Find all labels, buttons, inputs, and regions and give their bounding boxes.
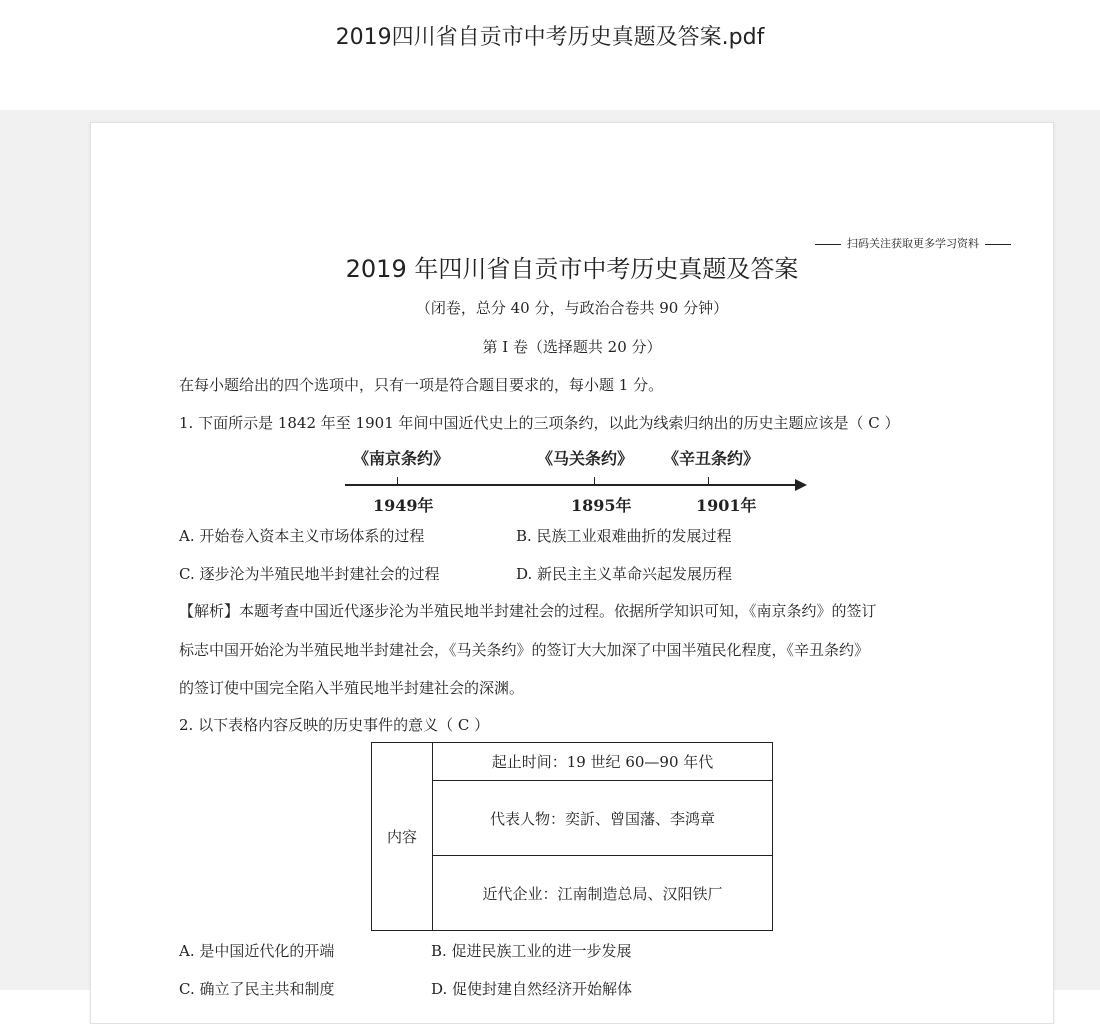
table-cell: 近代企业：江南制造总局、汉阳铁厂: [433, 856, 773, 931]
document-title: 2019 年四川省自贡市中考历史真题及答案: [345, 255, 799, 283]
q1-option-a: A. 开始卷入资本主义市场体系的过程: [179, 527, 425, 545]
timeline-treaty-maguan: 《马关条约》: [537, 449, 634, 468]
table-cell: 代表人物：奕訢、曾国藩、李鸿章: [433, 781, 773, 856]
viewer-header: [0, 0, 1100, 110]
timeline-year-1: 1949年: [373, 496, 434, 515]
volume-heading: 第 I 卷（选择题共 20 分）: [482, 338, 662, 356]
q2-table: [371, 742, 773, 931]
timeline-treaty-xinchou: 《辛丑条约》: [663, 449, 760, 468]
question-2-stem: 2. 以下表格内容反映的历史事件的意义（ C ）: [179, 716, 490, 734]
q2-option-c: C. 确立了民主共和制度: [179, 980, 335, 998]
timeline-axis: [345, 484, 797, 486]
timeline-tick: [594, 477, 595, 485]
pdf-page: [90, 122, 1054, 1024]
banner-dash-right: [985, 244, 1011, 245]
timeline-arrow: [795, 479, 807, 491]
q1-analysis-line: 标志中国开始沦为半殖民地半封建社会，《马关条约》的签订大大加深了中国半殖民化程度，《辛丑条约》: [179, 641, 870, 659]
timeline-year-3: 1901年: [696, 496, 757, 515]
q2-option-d: D. 促使封建自然经济开始解体: [431, 980, 633, 998]
timeline-year-2: 1895年: [571, 496, 632, 515]
document-subtitle: （闭卷，总分 40 分，与政治合卷共 90 分钟）: [415, 299, 729, 317]
banner-dash-left: [815, 244, 841, 245]
timeline-tick: [708, 477, 709, 485]
table-cell: 起止时间：19 世纪 60—90 年代: [433, 743, 773, 781]
q1-analysis-line: 的签订使中国完全陷入半殖民地半封建社会的深渊。: [179, 679, 525, 697]
q1-analysis-line: 【解析】本题考查中国近代逐步沦为半殖民地半封建社会的过程。依据所学知识可知，《南京条约》的签订: [179, 602, 877, 620]
table-row-header: 内容: [372, 743, 433, 931]
instruction-text: 在每小题给出的四个选项中，只有一项是符合题目要求的，每小题 1 分。: [179, 376, 664, 394]
banner-text: 扫码关注获取更多学习资料: [847, 237, 979, 250]
q1-option-c: C. 逐步沦为半殖民地半封建社会的过程: [179, 565, 440, 583]
document-viewer[interactable]: [0, 110, 1100, 998]
q2-option-a: A. 是中国近代化的开端: [179, 942, 335, 960]
timeline-treaty-nanjing: 《南京条约》: [353, 449, 450, 468]
q1-option-b: B. 民族工业艰难曲折的发展过程: [516, 527, 732, 545]
q2-option-b: B. 促进民族工业的进一步发展: [431, 942, 632, 960]
q1-option-d: D. 新民主主义革命兴起发展历程: [516, 565, 733, 583]
timeline-tick: [397, 477, 398, 485]
file-title: 2019四川省自贡市中考历史真题及答案.pdf: [335, 25, 765, 50]
question-1-stem: 1. 下面所示是 1842 年至 1901 年间中国近代史上的三项条约，以此为线索归纳出的历史主题应该是（ C ）: [179, 414, 900, 432]
